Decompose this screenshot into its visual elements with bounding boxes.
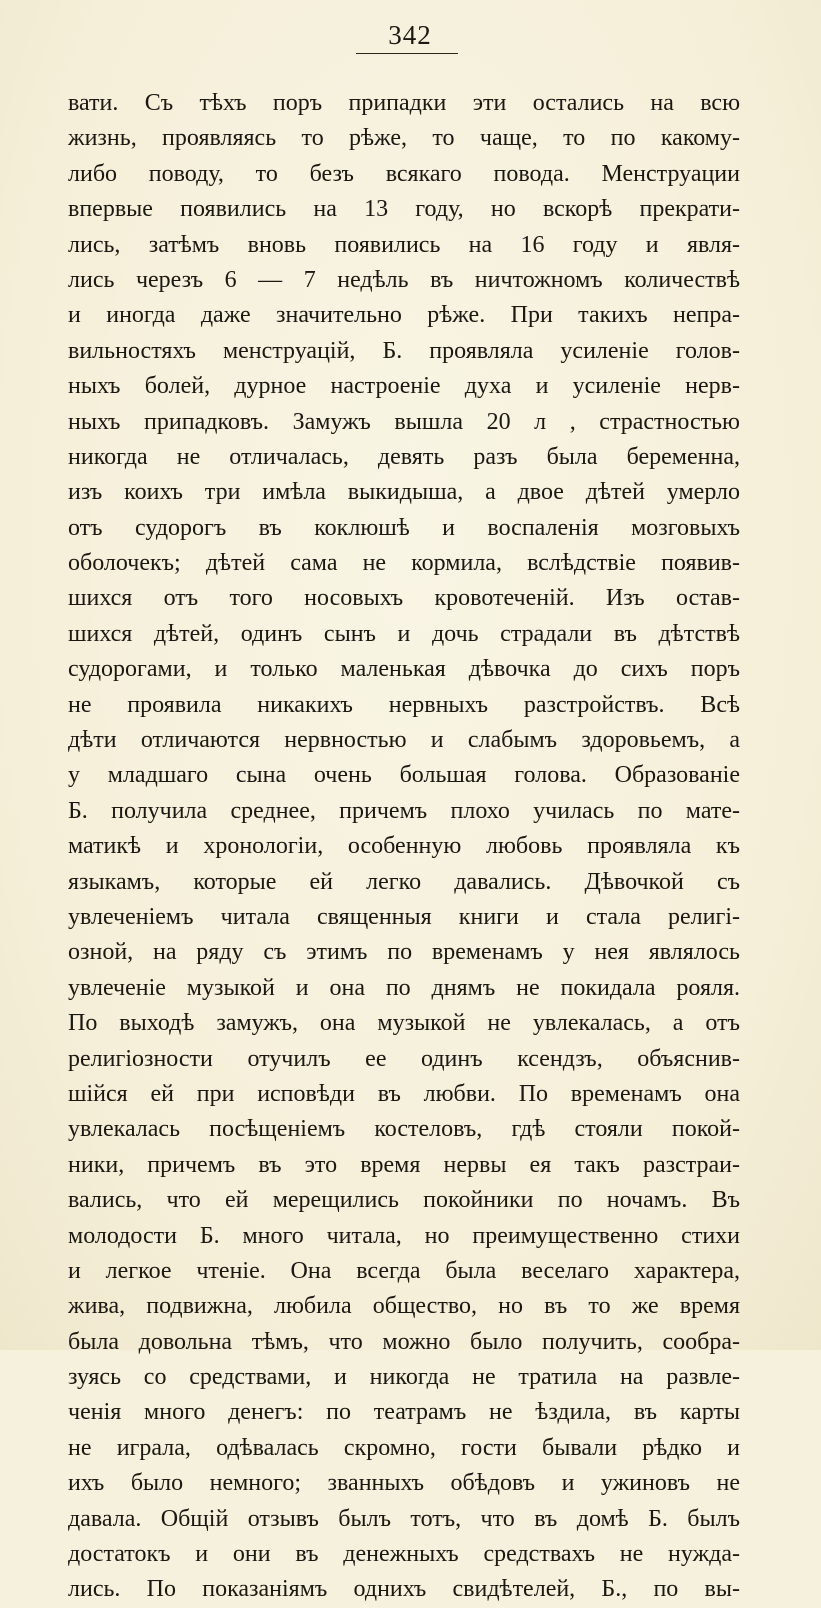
text-line: судорогами, и только маленькая дѣвочка до сихъ поръ bbox=[68, 656, 740, 683]
text-line: лись, затѣмъ вновь появились на 16 году и явля- bbox=[68, 231, 740, 258]
text-line: увлеченiе музыкой и она по днямъ не покидала рояля. bbox=[68, 974, 740, 1001]
text-line: впервые появились на 13 году, но вскорѣ прекрати- bbox=[68, 196, 740, 223]
text-line: никогда не отличалась, девять разъ была беременна, bbox=[68, 443, 740, 470]
text-line: оболочекъ; дѣтей сама не кормила, вслѣдствiе появив- bbox=[68, 550, 740, 577]
text-line: отъ судорогъ въ коклюшѣ и воспаленiя мозговыхъ bbox=[68, 514, 740, 541]
page-number-underline bbox=[356, 53, 458, 54]
text-line: ихъ было немного; званныхъ обѣдовъ и ужиновъ не bbox=[68, 1470, 740, 1497]
text-line: ченiя много денегъ: по театрамъ не ѣздила, въ карты bbox=[68, 1399, 740, 1426]
text-line: достатокъ и они въ денежныхъ средствахъ не нужда- bbox=[68, 1541, 740, 1568]
text-line: Б. получила среднее, причемъ плохо училась по мате- bbox=[68, 797, 740, 824]
text-line: и иногда даже значительно рѣже. При такихъ непра- bbox=[68, 302, 740, 329]
text-line: ныхъ болей, дурное настроенiе духа и усиленiе нерв- bbox=[68, 373, 740, 400]
text-line: вались, что ей мерещились покойники по ночамъ. Въ bbox=[68, 1187, 740, 1214]
text-line: лись. По показанiямъ однихъ свидѣтелей, Б., по вы- bbox=[68, 1576, 740, 1603]
text-line: не проявила никакихъ нервныхъ разстройствъ. Всѣ bbox=[68, 691, 740, 718]
page-number: 342 bbox=[388, 20, 432, 50]
text-line: жива, подвижна, любила общество, но въ то же время bbox=[68, 1293, 740, 1320]
text-line: либо поводу, то безъ всякаго повода. Менструации bbox=[68, 160, 740, 187]
text-line: ныхъ припадковъ. Замужъ вышла 20 л , страстностью bbox=[68, 408, 740, 435]
text-line: вати. Съ тѣхъ поръ припадки эти остались на всю bbox=[68, 90, 740, 116]
text-line: дѣти отличаются нервностью и слабымъ здоровьемъ, а bbox=[68, 727, 740, 754]
text-line: лись черезъ 6 — 7 недѣль въ ничтожномъ количествѣ bbox=[68, 266, 740, 293]
text-line: и легкое чтенiе. Она всегда была веселаго характера, bbox=[68, 1257, 740, 1284]
text-line: зуясь со средствами, и никогда не тратила на развле- bbox=[68, 1364, 740, 1391]
text-line: шiйся ей при исповѣди въ любви. По временамъ она bbox=[68, 1080, 740, 1107]
text-line: вильностяхъ менструацiй, Б. проявляла усиленiе голов- bbox=[68, 337, 740, 364]
text-line: ники, причемъ въ это время нервы ея такъ разстраи- bbox=[68, 1151, 740, 1178]
text-line: жизнь, проявляясь то рѣже, то чаще, то по какому- bbox=[68, 125, 740, 152]
text-line: озной, на ряду съ этимъ по временамъ у нея являлось bbox=[68, 939, 740, 966]
text-line: шихся отъ того носовыхъ кровотеченiй. Изъ остав- bbox=[68, 585, 740, 612]
text-line: изъ коихъ три имѣла выкидыша, а двое дѣтей умерло bbox=[68, 479, 740, 506]
text-line: молодости Б. много читала, но преимущественно стихи bbox=[68, 1222, 740, 1249]
text-line: увлекалась посѣщенiемъ костеловъ, гдѣ стояли покой- bbox=[68, 1116, 740, 1143]
text-line: давала. Общiй отзывъ былъ тотъ, что въ домѣ Б. былъ bbox=[68, 1505, 740, 1532]
text-line: увлеченiемъ читала священныя книги и стала религi- bbox=[68, 903, 740, 930]
text-line: По выходѣ замужъ, она музыкой не увлекалась, а отъ bbox=[68, 1010, 740, 1037]
text-line: религiозности отучилъ ее одинъ ксендзъ, объяснив- bbox=[68, 1045, 740, 1072]
text-line: у младшаго сына очень большая голова. Образованiе bbox=[68, 762, 740, 789]
text-line: языкамъ, которые ей легко давались. Дѣвочкой съ bbox=[68, 868, 740, 895]
text-line: не играла, одѣвалась скромно, гости бывали рѣдко и bbox=[68, 1434, 740, 1461]
text-line: матикѣ и хронологiи, особенную любовь проявляла къ bbox=[68, 833, 740, 860]
text-line: была довольна тѣмъ, что можно было получить, сообра- bbox=[68, 1328, 740, 1355]
text-line: шихся дѣтей, одинъ сынъ и дочь страдали въ дѣтствѣ bbox=[68, 620, 740, 647]
body-text bbox=[68, 86, 740, 1608]
